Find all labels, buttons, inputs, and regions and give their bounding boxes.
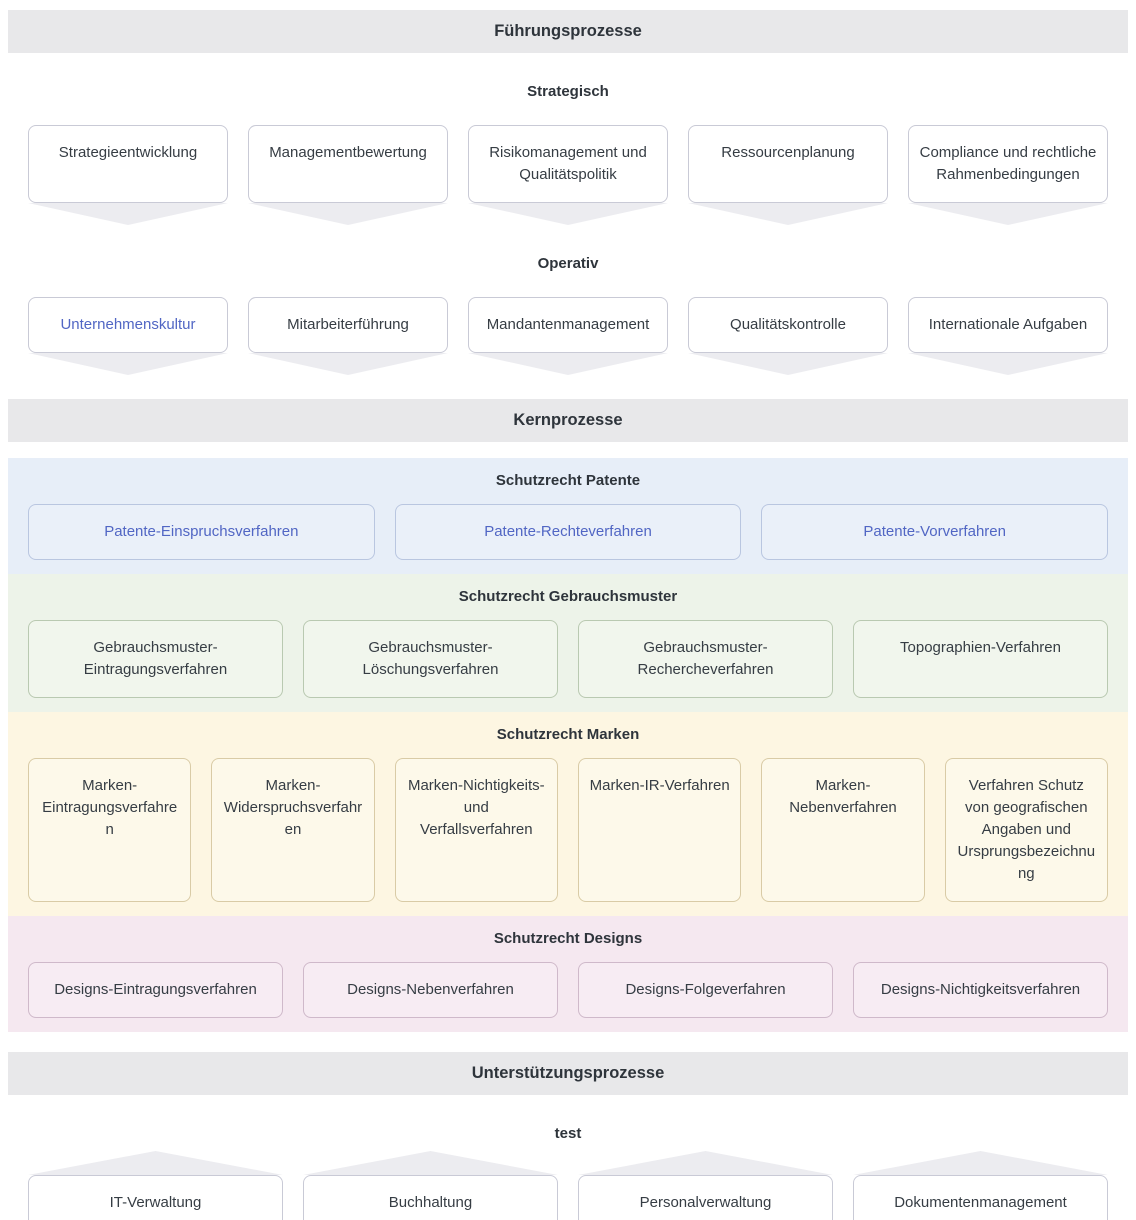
chevron-down-icon: [688, 353, 888, 375]
process-box-label: Strategieentwicklung: [58, 144, 198, 161]
process-cell: [28, 504, 375, 560]
section-header-fuhrungsprozesse: [8, 10, 1128, 53]
chevron-up-icon: [303, 1151, 558, 1175]
process-box-marken-nichtigkeits-und-verfallsverfahre: [395, 758, 558, 902]
process-box-label: Designs-Folgeverfahren: [625, 981, 786, 998]
group-heading-schutzrecht-designs: Schutzrecht Designs: [493, 930, 643, 947]
process-box-topographien-verfahren: [853, 620, 1108, 698]
chevron-up-icon: [853, 1151, 1108, 1175]
process-box-qualitatskontrolle: [688, 297, 888, 353]
process-box-label: IT-Verwaltung: [109, 1194, 202, 1211]
process-cell: [468, 297, 668, 375]
process-box-designs-nebenverfahren: [303, 962, 558, 1018]
process-row: [28, 962, 1108, 1018]
process-box-label: Personalverwaltung: [639, 1194, 772, 1211]
category-band-schutzrecht-designs: [8, 916, 1128, 1032]
process-box-ressourcenplanung: [688, 125, 888, 203]
process-cell: [28, 758, 191, 902]
process-box-gebrauchsmuster-eintragungsverfahren: [28, 620, 283, 698]
chevron-down-icon: [908, 203, 1108, 225]
section-title: Kernprozesse: [513, 411, 623, 429]
process-box-gebrauchsmuster-rechercheverfahren: [578, 620, 833, 698]
process-box-mitarbeiterfuhrung: [248, 297, 448, 353]
process-cell: [908, 297, 1108, 375]
process-box-verfahren-schutz-von-geografischen-angab: [945, 758, 1108, 902]
process-box-compliance-und-rechtliche-rahmenbedingun: [908, 125, 1108, 203]
process-cell: [945, 758, 1108, 902]
chevron-up-icon: [578, 1151, 833, 1175]
group-heading-test: test: [554, 1125, 582, 1142]
process-box-dokumentenmanagement: [853, 1175, 1108, 1220]
process-row: [28, 504, 1108, 560]
process-box-label: Compliance und rechtliche Rahmenbedingungen: [919, 144, 1097, 183]
process-cell: [853, 1151, 1108, 1220]
process-group-test: [8, 1125, 1128, 1220]
process-box-risikomanagement-und-qualitatspolitik: [468, 125, 668, 203]
process-cell: [395, 758, 558, 902]
process-box-buchhaltung: [303, 1175, 558, 1220]
process-box-label: Marken-Eintragungsverfahren: [42, 777, 178, 838]
process-box-label: Patente-Rechteverfahren: [484, 523, 652, 540]
process-box-label: Ressourcenplanung: [721, 144, 855, 161]
process-cell: [578, 758, 741, 902]
process-cell: [853, 620, 1108, 698]
process-box-patente-rechteverfahren[interactable]: [395, 504, 742, 560]
process-row: [28, 758, 1108, 902]
process-box-label: Patente-Einspruchsverfahren: [104, 523, 299, 540]
process-box-label: Designs-Eintragungsverfahren: [54, 981, 257, 998]
process-box-label: Designs-Nebenverfahren: [347, 981, 514, 998]
group-heading-operativ: Operativ: [537, 255, 599, 272]
process-cell: [211, 758, 374, 902]
process-box-managementbewertung: [248, 125, 448, 203]
process-row: [8, 1151, 1128, 1220]
process-box-marken-nebenverfahren: [761, 758, 924, 902]
process-cell: [248, 297, 448, 375]
chevron-up-icon: [28, 1151, 283, 1175]
process-box-designs-eintragungsverfahren: [28, 962, 283, 1018]
process-box-label: Unternehmenskultur: [60, 316, 196, 333]
section-header-unterstutzungsprozesse: [8, 1052, 1128, 1095]
process-cell: [578, 1151, 833, 1220]
process-cell: [578, 962, 833, 1018]
process-box-label: Marken-Widerspruchsverfahren: [223, 777, 363, 838]
process-row: [8, 297, 1128, 375]
process-box-label: Qualitätskontrolle: [730, 316, 846, 333]
process-box-designs-folgeverfahren: [578, 962, 833, 1018]
process-cell: [761, 504, 1108, 560]
process-box-label: Risikomanagement und Qualitätspolitik: [489, 144, 647, 183]
process-box-label: Gebrauchsmuster-Eintragungsverfahren: [83, 639, 228, 678]
process-cell: [853, 962, 1108, 1018]
group-heading-schutzrecht-patente: Schutzrecht Patente: [495, 472, 641, 489]
process-cell: [303, 962, 558, 1018]
process-box-it-verwaltung: [28, 1175, 283, 1220]
process-box-patente-einspruchsverfahren[interactable]: [28, 504, 375, 560]
process-box-gebrauchsmuster-loschungsverfahren: [303, 620, 558, 698]
process-cell: [303, 1151, 558, 1220]
process-box-label: Patente-Vorverfahren: [863, 523, 1006, 540]
process-box-label: Gebrauchsmuster-Rechercheverfahren: [637, 639, 774, 678]
process-cell: [28, 125, 228, 225]
process-cell: [468, 125, 668, 225]
process-box-label: Managementbewertung: [269, 144, 427, 161]
process-box-label: Topographien-Verfahren: [900, 639, 1061, 656]
process-cell: [303, 620, 558, 698]
process-cell: [395, 504, 742, 560]
chevron-down-icon: [28, 203, 228, 225]
process-cell: [28, 620, 283, 698]
process-box-label: Gebrauchsmuster-Löschungsverfahren: [362, 639, 499, 678]
process-map: [0, 10, 1136, 1220]
process-box-designs-nichtigkeitsverfahren: [853, 962, 1108, 1018]
process-box-label: Verfahren Schutz von geografischen Angaben und Ursprungsbezeichnung: [957, 777, 1096, 882]
process-box-mandantenmanagement: [468, 297, 668, 353]
process-cell: [908, 125, 1108, 225]
process-cell: [688, 125, 888, 225]
section-header-kernprozesse: [8, 399, 1128, 442]
chevron-down-icon: [908, 353, 1108, 375]
chevron-down-icon: [248, 353, 448, 375]
category-band-schutzrecht-gebrauchsmuster: [8, 574, 1128, 712]
process-box-label: Mandantenmanagement: [486, 316, 650, 333]
chevron-down-icon: [468, 203, 668, 225]
process-box-strategieentwicklung: [28, 125, 228, 203]
process-cell: [28, 1151, 283, 1220]
process-cell: [28, 297, 228, 375]
process-box-label: Buchhaltung: [388, 1194, 473, 1211]
process-cell: [28, 962, 283, 1018]
process-group-operativ: [8, 255, 1128, 375]
chevron-down-icon: [28, 353, 228, 375]
section-title: Führungsprozesse: [494, 22, 642, 40]
chevron-down-icon: [248, 203, 448, 225]
process-box-marken-eintragungsverfahren: [28, 758, 191, 902]
process-box-internationale-aufgaben: [908, 297, 1108, 353]
category-band-schutzrecht-marken: [8, 712, 1128, 916]
process-box-label: Designs-Nichtigkeitsverfahren: [880, 981, 1081, 998]
group-heading-schutzrecht-marken: Schutzrecht Marken: [496, 726, 640, 743]
process-box-label: Dokumentenmanagement: [894, 1194, 1067, 1211]
process-box-marken-widerspruchsverfahren: [211, 758, 374, 902]
group-heading-schutzrecht-gebrauchsmuster: Schutzrecht Gebrauchsmuster: [458, 588, 678, 605]
process-cell: [578, 620, 833, 698]
process-box-marken-ir-verfahren: [578, 758, 741, 902]
process-box-label: Marken-Nichtigkeits- und Verfallsverfahren: [407, 777, 545, 838]
process-box-unternehmenskultur[interactable]: [28, 297, 228, 353]
category-band-schutzrecht-patente: [8, 458, 1128, 574]
process-cell: [248, 125, 448, 225]
process-box-label: Mitarbeiterführung: [287, 316, 409, 333]
group-heading-strategisch: Strategisch: [527, 83, 609, 100]
process-box-label: Marken-Nebenverfahren: [789, 777, 897, 816]
process-group-strategisch: [8, 83, 1128, 225]
process-row: [8, 125, 1128, 225]
section-title: Unterstützungsprozesse: [471, 1064, 665, 1082]
process-cell: [761, 758, 924, 902]
chevron-down-icon: [468, 353, 668, 375]
chevron-down-icon: [688, 203, 888, 225]
process-box-label: Internationale Aufgaben: [928, 316, 1088, 333]
process-row: [28, 620, 1108, 698]
process-box-label: Marken-IR-Verfahren: [589, 777, 730, 794]
process-cell: [688, 297, 888, 375]
process-box-patente-vorverfahren[interactable]: [761, 504, 1108, 560]
process-box-personalverwaltung: [578, 1175, 833, 1220]
